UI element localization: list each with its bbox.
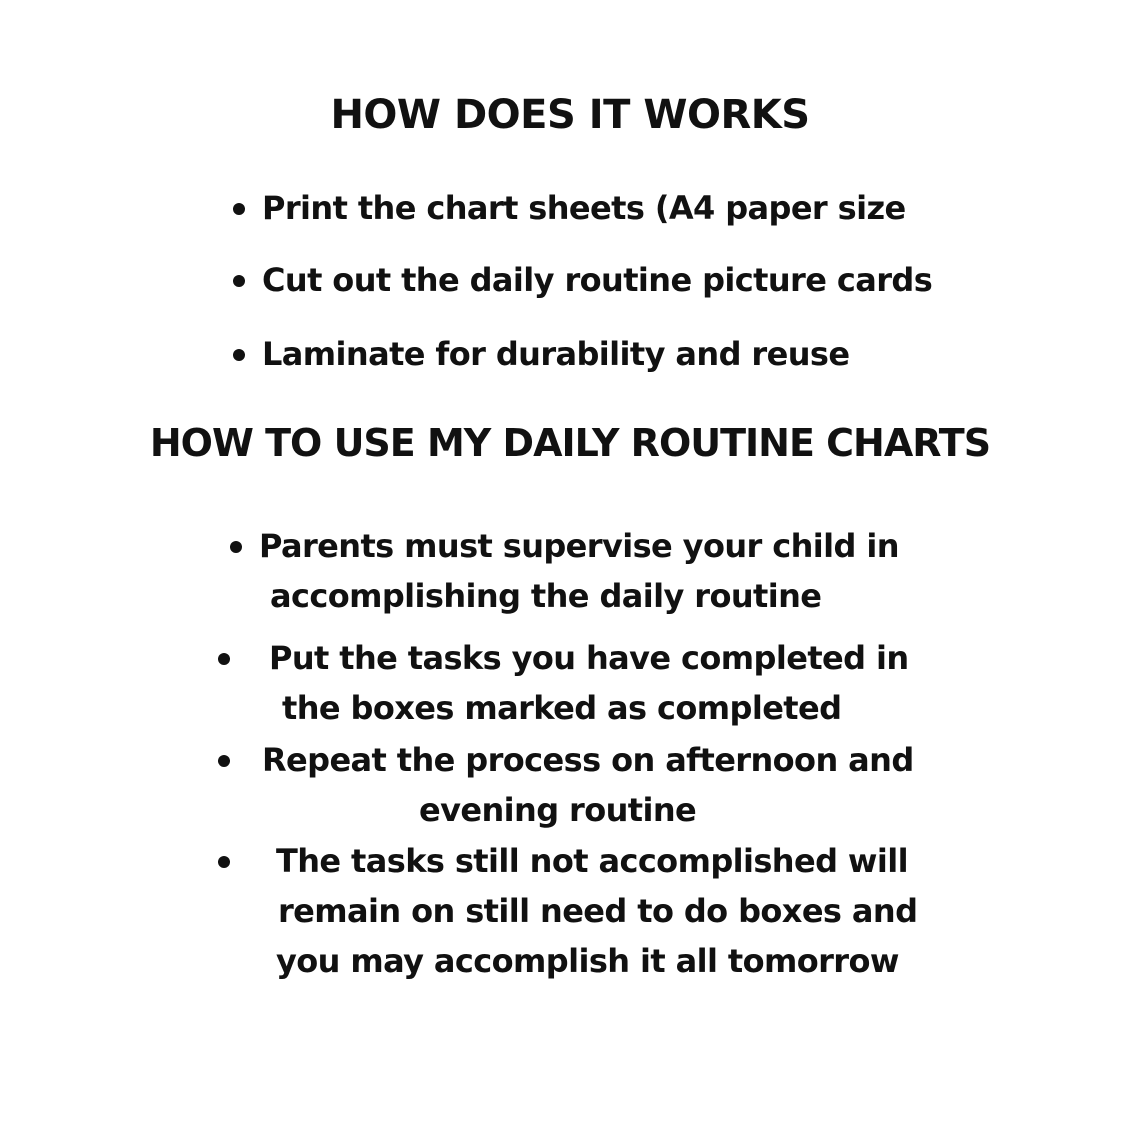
bullet-icon [218,755,230,767]
list-item-line: you may accomplish it all tomorrow [276,942,899,980]
bullet-icon [218,856,230,868]
bullet-icon [230,541,242,553]
list-item-line: Put the tasks you have completed in [269,639,909,677]
list-item: Print the chart sheets (A4 paper size [262,189,906,227]
list-item-line: remain on still need to do boxes and [278,892,918,930]
section-title-how-to-use: HOW TO USE MY DAILY ROUTINE CHARTS [149,421,991,465]
list-item: Laminate for durability and reuse [262,335,850,373]
list-item-line: Repeat the process on afternoon and [262,741,914,779]
bullet-icon [233,275,245,287]
section-title-how-it-works: HOW DOES IT WORKS [330,92,810,138]
list-item-line: accomplishing the daily routine [270,577,822,615]
list-item-line: Parents must supervise your child in [259,527,899,565]
bullet-icon [233,349,245,361]
bullet-icon [233,203,245,215]
list-item-line: the boxes marked as completed [282,689,842,727]
list-item: Cut out the daily routine picture cards [262,261,933,299]
bullet-icon [218,653,230,665]
list-item-line: evening routine [419,791,697,829]
list-item-line: The tasks still not accomplished will [276,842,909,880]
